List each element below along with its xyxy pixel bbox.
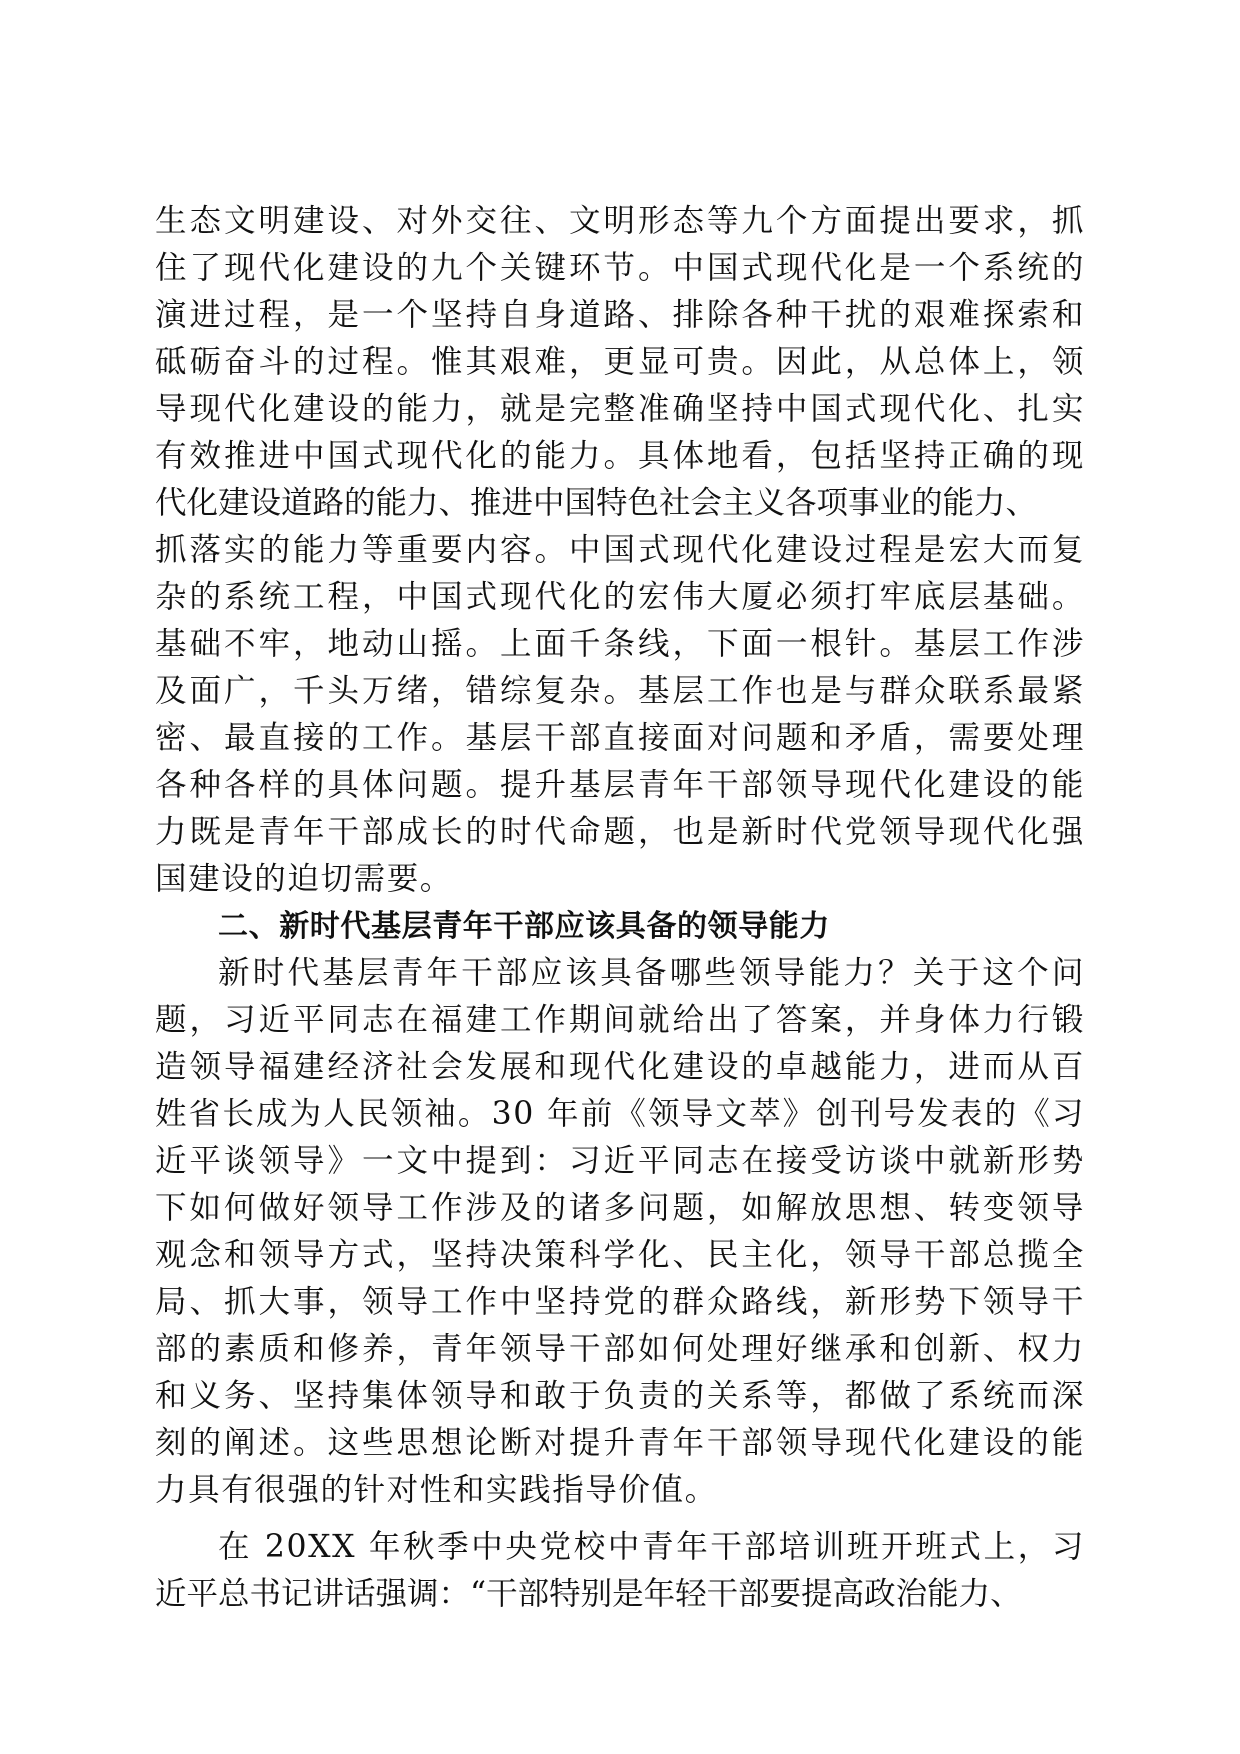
text-line: 造领导福建经济社会发展和现代化建设的卓越能力，进而从百 bbox=[155, 1049, 1085, 1085]
text-line: 和义务、坚持集体领导和敢于负责的关系等，都做了系统而深 bbox=[155, 1378, 1085, 1414]
text-line: 国建设的迫切需要。 bbox=[155, 861, 453, 897]
text-line: 近平总书记讲话强调：“干部特别是年轻干部要提高政治能力、 bbox=[155, 1576, 1022, 1612]
text-line: 力既是青年干部成长的时代命题，也是新时代党领导现代化强 bbox=[155, 814, 1085, 850]
text-line: 近平谈领导》一文中提到：习近平同志在接受访谈中就新形势 bbox=[155, 1143, 1085, 1179]
text-line: 姓省长成为人民领袖。30 年前《领导文萃》创刊号发表的《习 bbox=[155, 1096, 1085, 1132]
text-line: 有效推进中国式现代化的能力。具体地看，包括坚持正确的现 bbox=[155, 438, 1085, 474]
text-line: 力具有很强的针对性和实践指导价值。 bbox=[155, 1472, 718, 1508]
text-line: 及面广，千头万绪，错综复杂。基层工作也是与群众联系最紧 bbox=[155, 673, 1085, 709]
text-line: 各种各样的具体问题。提升基层青年干部领导现代化建设的能 bbox=[155, 767, 1085, 803]
text-line: 部的素质和修养，青年领导干部如何处理好继承和创新、权力 bbox=[155, 1331, 1085, 1367]
text-line: 在 20XX 年秋季中央党校中青年干部培训班开班式上，习 bbox=[218, 1529, 1085, 1565]
text-line: 抓落实的能力等重要内容。中国式现代化建设过程是宏大而复 bbox=[155, 532, 1085, 568]
document-body bbox=[155, 198, 1085, 1618]
paragraph-3 bbox=[155, 1524, 1085, 1618]
text-line: 砥砺奋斗的过程。惟其艰难，更显可贵。因此，从总体上，领 bbox=[155, 344, 1085, 380]
section-heading: 二、新时代基层青年干部应该具备的领导能力 bbox=[218, 909, 830, 944]
text-line: 住了现代化建设的九个关键环节。中国式现代化是一个系统的 bbox=[155, 250, 1085, 286]
text-line: 局、抓大事，领导工作中坚持党的群众路线，新形势下领导干 bbox=[155, 1284, 1085, 1320]
text-line: 杂的系统工程，中国式现代化的宏伟大厦必须打牢底层基础。 bbox=[155, 579, 1085, 615]
text-line: 代化建设道路的能力、推进中国特色社会主义各项事业的能力、 bbox=[155, 485, 1038, 521]
text-line: 刻的阐述。这些思想论断对提升青年干部领导现代化建设的能 bbox=[155, 1425, 1085, 1461]
text-line: 生态文明建设、对外交往、文明形态等九个方面提出要求，抓 bbox=[155, 203, 1085, 239]
text-line: 观念和领导方式，坚持决策科学化、民主化，领导干部总揽全 bbox=[155, 1237, 1085, 1273]
paragraph-gap bbox=[155, 1514, 1085, 1524]
text-line: 新时代基层青年干部应该具备哪些领导能力？关于这个问 bbox=[218, 955, 1085, 991]
text-line: 演进过程，是一个坚持自身道路、排除各种干扰的艰难探索和 bbox=[155, 297, 1085, 333]
text-line: 导现代化建设的能力，就是完整准确坚持中国式现代化、扎实 bbox=[155, 391, 1085, 427]
text-line: 基础不牢，地动山摇。上面千条线，下面一根针。基层工作涉 bbox=[155, 626, 1085, 662]
paragraph-1 bbox=[155, 198, 1085, 903]
text-line: 题，习近平同志在福建工作期间就给出了答案，并身体力行锻 bbox=[155, 1002, 1085, 1038]
text-line: 密、最直接的工作。基层干部直接面对问题和矛盾，需要处理 bbox=[155, 720, 1085, 756]
text-line: 下如何做好领导工作涉及的诸多问题，如解放思想、转变领导 bbox=[155, 1190, 1085, 1226]
paragraph-2 bbox=[155, 950, 1085, 1514]
